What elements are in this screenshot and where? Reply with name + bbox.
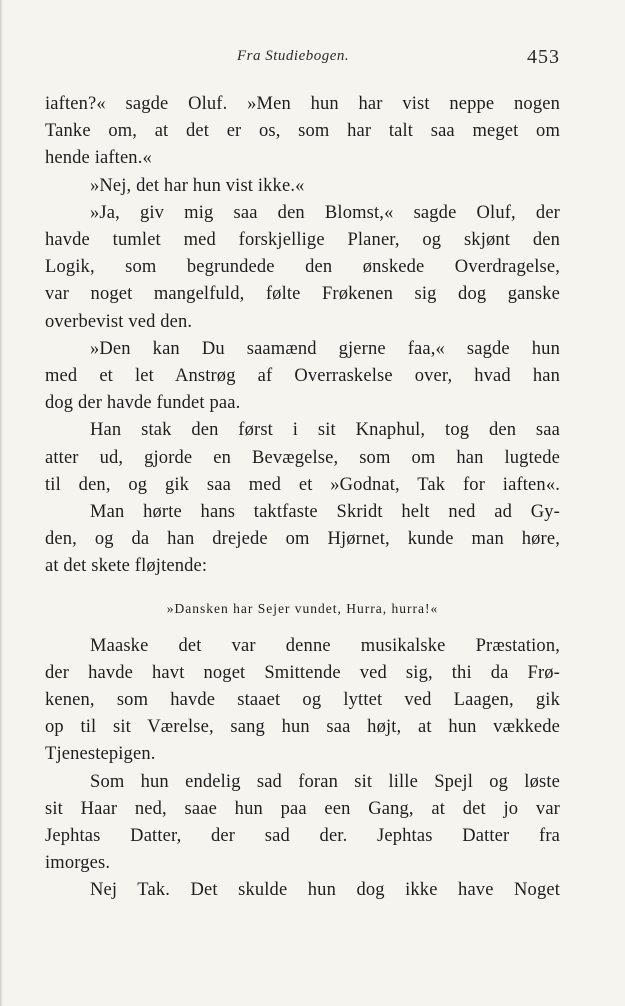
text-line: overbevist ved den. xyxy=(45,311,193,332)
text-line: Maaske det var denne musikalske Præstation, xyxy=(90,635,560,656)
text-line: havde tumlet med forskjellige Planer, og skjønt den xyxy=(45,230,560,251)
text-line: til den, og gik saa med et »Godnat, Tak for iaften«. xyxy=(45,474,560,495)
text-line: Nej Tak. Det skulde hun dog ikke have Noget xyxy=(90,880,560,901)
text-line: »Den kan Du saamænd gjerne faa,« sagde hun xyxy=(90,338,560,359)
text-line: at det skete fløjtende: xyxy=(45,556,208,577)
page-number: 453 xyxy=(527,46,560,68)
text-line: iaften?« sagde Oluf. »Men hun har vist neppe nogen xyxy=(45,94,560,114)
text-line: der havde havt noget Smittende ved sig, thi da Frø- xyxy=(45,662,560,683)
text-line: Tanke om, at det er os, som har talt saa meget om xyxy=(45,121,560,142)
text-line: sit Haar ned, saae hun paa een Gang, at det jo var xyxy=(45,798,560,819)
running-title: Fra Studiebogen. xyxy=(237,48,350,64)
text-line: »Ja, giv mig saa den Blomst,« sagde Oluf, der xyxy=(90,202,560,223)
text-line: hende iaften.« xyxy=(45,148,152,169)
text-line: kenen, som havde staaet og lyttet ved Laagen, gik xyxy=(45,690,560,711)
page-edge xyxy=(0,0,3,1006)
text-line: »Nej, det har hun vist ikke.« xyxy=(90,175,305,196)
text-line: atter ud, gjorde en Bevægelse, som om han lugtede xyxy=(45,447,560,468)
text-line: dog der havde fundet paa. xyxy=(45,393,241,414)
body-text xyxy=(45,91,560,905)
text-line: Som hun endelig sad foran sit lille Spejl og løste xyxy=(90,771,560,792)
page-header xyxy=(45,48,560,72)
text-line: Han stak den først i sit Knaphul, tog den saa xyxy=(90,420,560,441)
text-line: den, og da han drejede om Hjørnet, kunde man høre, xyxy=(45,529,560,550)
text-line: op til sit Værelse, sang hun saa højt, at hun vækkede xyxy=(45,717,560,738)
text-line: imorges. xyxy=(45,853,111,874)
text-line: Logik, som begrundede den ønskede Overdragelse, xyxy=(45,257,560,278)
text-line: Jephtas Datter, der sad der. Jephtas Datter fra xyxy=(45,826,560,847)
text-line: med et let Anstrøg af Overraskelse over, hvad han xyxy=(45,366,560,387)
text-line: Man hørte hans taktfaste Skridt helt ned ad Gy- xyxy=(90,502,560,523)
verse-quote: »Dansken har Sejer vundet, Hurra, hurra!« xyxy=(166,600,439,616)
text-line: var noget mangelfuld, følte Frøkenen sig dog ganske xyxy=(45,284,560,305)
text-line: Tjenestepigen. xyxy=(45,744,156,765)
